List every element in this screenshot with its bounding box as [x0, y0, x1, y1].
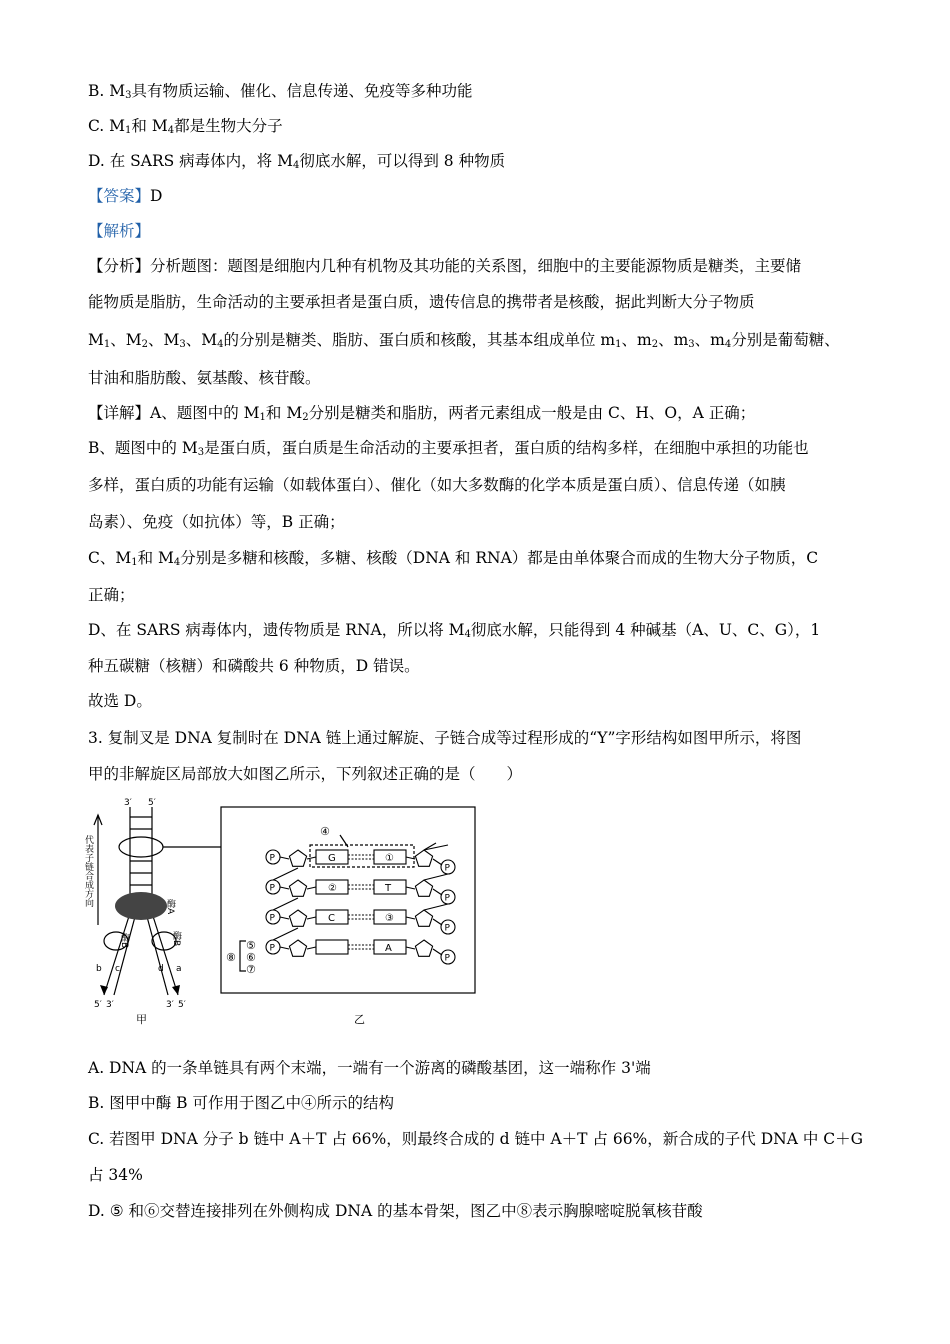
q3-option-d: D. ⑤ 和⑥交替连接排列在外侧构成 DNA 的基本骨架，图乙中⑧表示胸腺嘧啶脱氧核苷酸 [88, 1202, 703, 1220]
deoxyribose-pentagon [289, 880, 306, 896]
phosphate-label: P [269, 943, 275, 954]
phosphate-label: P [269, 913, 275, 924]
answer-line [88, 186, 162, 206]
deoxyribose-pentagon [289, 940, 306, 956]
label-5-prime-top: 5′ [148, 798, 156, 808]
option-c: C. $M_1$和 $M_4$都是生物大分子 [88, 117, 283, 136]
answer-value: D [150, 187, 163, 205]
deoxyribose-pentagon [289, 850, 306, 866]
phosphate-label: P [444, 953, 450, 964]
detail-b-1: B、题图中的 $M_3$是蛋白质，蛋白质是生命活动的主要承担者，蛋白质的结构多样，在细胞中承担的功能也 [88, 439, 809, 458]
detail-d-1: D、在 SARS 病毒体内，遗传物质是 RNA，所以将 $M_4$彻底水解，只能得到 4 种碱基（A、U、C、G），1 [88, 621, 821, 640]
phosphate-label: P [444, 893, 450, 904]
label-5-prime-bottom-right: 5′ [178, 1000, 186, 1010]
detail-c-2: 正确； [88, 586, 135, 604]
backbone-link [273, 928, 298, 940]
base-label: C [328, 913, 335, 924]
fenxi-line-3: $M_1$、$M_2$、$M_3$、$M_4$的分别是糖类、脂肪、蛋白质和核酸，其基本组成单位 $m_1$、$m_2$、$m_3$、$m_4$分别是葡萄糖、 [88, 331, 840, 350]
direction-label: 代表子链合成方向 [83, 835, 93, 907]
base-label: A [385, 943, 392, 954]
detail-d-2: 种五碳糖（核糖）和磷酸共 6 种物质，D 错误。 [88, 657, 420, 675]
conclusion: 故选 D。 [88, 692, 152, 710]
caption-yi: 乙 [354, 1013, 365, 1026]
backbone-link [273, 898, 298, 910]
backbone-link [424, 904, 448, 910]
q3-stem-1: 3. 复制叉是 DNA 复制时在 DNA 链上通过解旋、子链合成等过程形成的“Y”字形结构如图甲所示，将图 [88, 729, 802, 747]
strand-a-label: a [176, 964, 182, 974]
option-b: B. $M_3$具有物质运输、催化、信息传递、免疫等多种功能 [88, 82, 473, 101]
detail-c-1: C、$M_1$和 $M_4$分别是多糖和核酸，多糖、核酸（DNA 和 RNA）都是由单体聚合而成的生物大分子物质，C [88, 549, 819, 568]
base-label: ③ [385, 913, 394, 924]
detail-a: 【详解】A、题图中的 $M_1$和 $M_2$分别是糖类和脂肪，两者元素组成一般是由 C、H、O，A 正确； [88, 404, 756, 423]
deoxyribose-pentagon [289, 910, 306, 926]
deoxyribose-pentagon [415, 850, 432, 866]
enzyme-a-label: 酶A [165, 899, 175, 915]
label-3-prime-bottom-left: 3′ [106, 1000, 114, 1010]
option-d: D. 在 SARS 病毒体内，将 $M_4$彻底水解，可以得到 8 种物质 [88, 152, 506, 171]
phosphate-label: P [269, 883, 275, 894]
phosphate-label: P [444, 863, 450, 874]
phosphate-label: P [269, 853, 275, 864]
q3-option-c-1: C. 若图甲 DNA 分子 b 链中 A＋T 占 66%，则最终合成的 d 链中 A＋T 占 66%，新合成的子代 DNA 中 C＋G [88, 1130, 863, 1148]
q3-option-b: B. 图甲中酶 B 可作用于图乙中④所示的结构 [88, 1094, 394, 1112]
label-5-prime-bottom: 5′ [94, 1000, 102, 1010]
detail-b-3: 岛素）、免疫（如抗体）等，B 正确； [88, 513, 345, 531]
marker-6: ⑥ [246, 951, 256, 964]
fenxi-line-1: 【分析】分析题图：题图是细胞内几种有机物及其功能的关系图，细胞中的主要能源物质是糖类，主要储 [88, 257, 802, 275]
deoxyribose-pentagon [415, 880, 432, 896]
backbone-link [273, 868, 298, 880]
strand-c-label: c [115, 964, 120, 974]
base-label: G [328, 853, 336, 864]
base-label: T [385, 883, 392, 894]
base-box [316, 940, 348, 954]
enzyme-b-label-right: 酶B [171, 931, 181, 947]
fenxi-line-2: 能物质是脂肪，生命活动的主要承担者是蛋白质，遗传信息的携带者是核酸，据此判断大分子物质 [88, 293, 755, 311]
base-label: ② [328, 883, 337, 894]
deoxyribose-pentagon [415, 910, 432, 926]
q3-option-c-2: 占 34% [88, 1166, 143, 1184]
label-3-prime-bottom-mid: 3′ [166, 1000, 174, 1010]
marker-4: ④ [320, 825, 330, 838]
analysis-tag: 【解析】 [88, 222, 151, 240]
marker-8: ⑧ [226, 951, 236, 964]
dna-replication-figure [83, 795, 486, 1027]
enzyme-a-icon [115, 892, 167, 920]
detail-b-2: 多样，蛋白质的功能有运输（如载体蛋白）、催化（如大多数酶的化学本质是蛋白质）、信息传递（如胰 [88, 476, 786, 494]
caption-jia: 甲 [136, 1013, 147, 1026]
backbone-link [424, 874, 448, 880]
fenxi-line-4: 甘油和脂肪酸、氨基酸、核苷酸。 [88, 369, 321, 387]
answer-tag: 【答案】 [88, 187, 151, 205]
label-3-prime-top: 3′ [124, 798, 132, 808]
enzyme-b-label-left: 酶B [119, 933, 129, 949]
base-label: ① [385, 853, 394, 864]
q3-stem-2: 甲的非解旋区局部放大如图乙所示，下列叙述正确的是（ ） [88, 765, 523, 783]
strand-d-label: d [158, 964, 164, 974]
marker-7: ⑦ [246, 963, 256, 976]
phosphate-label: P [444, 923, 450, 934]
deoxyribose-pentagon [415, 940, 432, 956]
unwound-region-ellipse [119, 837, 163, 857]
marker-5: ⑤ [246, 939, 256, 952]
q3-option-a: A. DNA 的一条单链具有两个末端，一端有一个游离的磷酸基团，这一端称作 3'端 [88, 1059, 651, 1077]
strand-b-label: b [96, 964, 102, 974]
